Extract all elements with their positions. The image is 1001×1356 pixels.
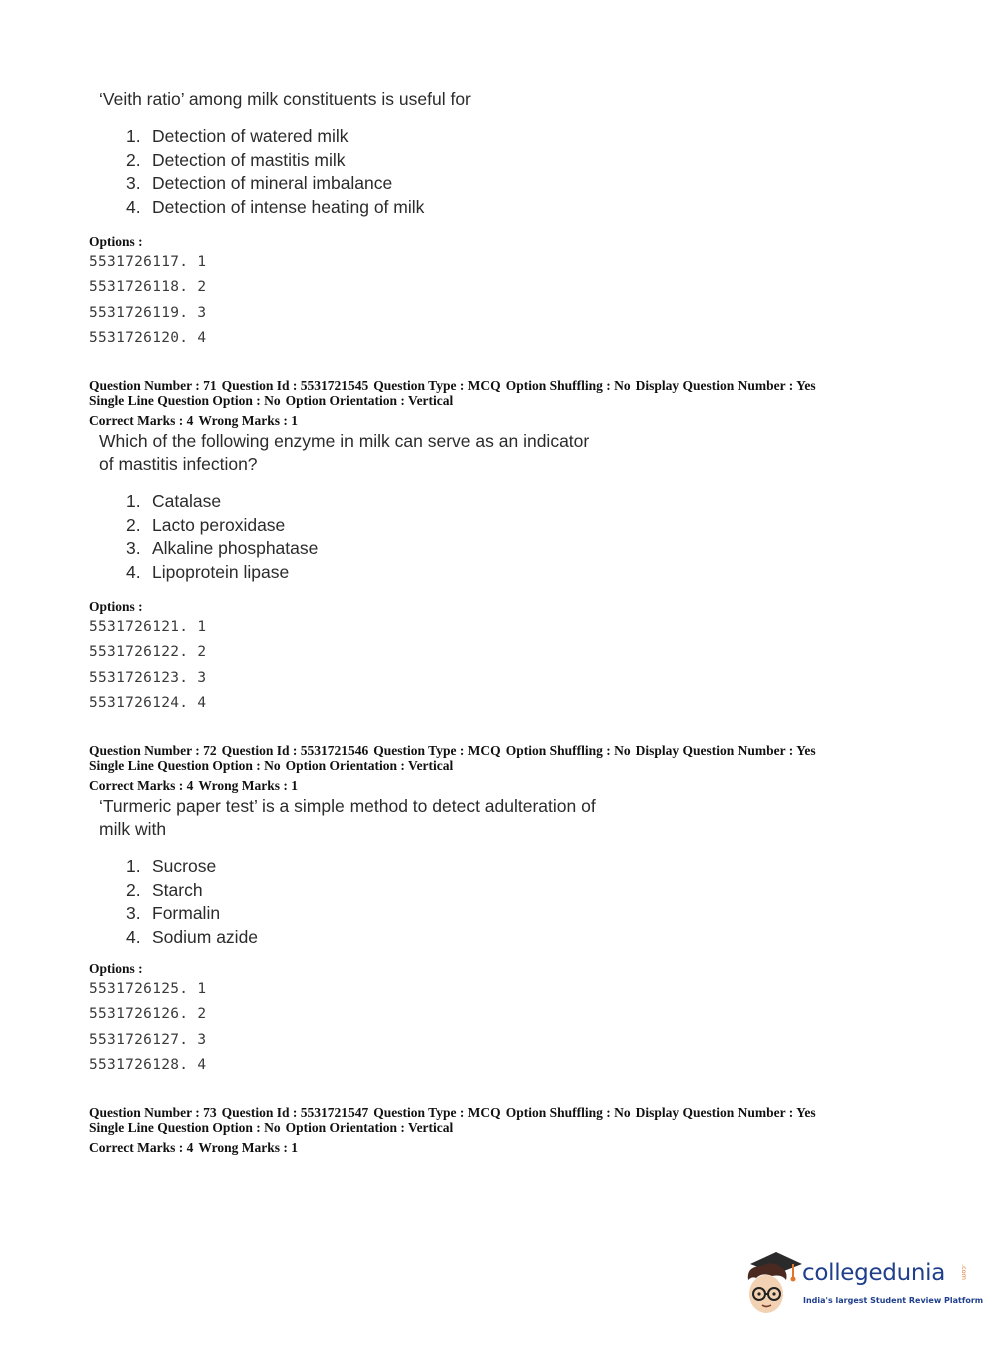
choice-item: 1. Detection of watered milk <box>126 126 349 146</box>
choice-item: 2. Lacto peroxidase <box>126 514 286 535</box>
question-72-options <box>89 977 206 1078</box>
question-72-choices <box>126 855 258 949</box>
options-heading: Options : <box>89 961 143 976</box>
option-id: 5531726125. 1 <box>89 981 207 997</box>
option-id: 5531726121. 1 <box>89 619 207 635</box>
collegedunia-logo <box>742 1250 984 1322</box>
question-71-text: Which of the following enzyme in milk can serve as an indicator of mastitis infection? <box>99 431 590 474</box>
choice-item: 1. Sucrose <box>126 856 217 876</box>
options-heading: Options : <box>89 599 143 614</box>
question-73-marks: Correct Marks : 4 Wrong Marks : 1 <box>89 1140 298 1155</box>
question-72-marks: Correct Marks : 4 Wrong Marks : 1 <box>89 778 298 793</box>
option-id: 5531726117. 1 <box>89 254 207 270</box>
options-heading: Options : <box>89 234 143 249</box>
logo-domain-suffix: .com <box>960 1264 968 1280</box>
option-id: 5531726128. 4 <box>89 1056 207 1073</box>
question-72-meta: Question Number : 72 Question Id : 5531721546 Question Type : MCQ Option Shuffling : No Display Question Number : Yes Single Line Question Option : No Option Orientation : Vertical <box>89 743 816 773</box>
option-id: 5531726120. 4 <box>89 329 207 346</box>
question-70-choices <box>126 125 424 219</box>
choice-item: 2. Detection of mastitis milk <box>126 149 346 170</box>
choice-item: 3. Formalin <box>126 903 221 923</box>
question-71-options <box>89 615 206 716</box>
student-mascot-icon <box>742 1250 804 1322</box>
question-70-text: ‘Veith ratio’ among milk constituents is useful for <box>99 89 471 109</box>
option-id: 5531726124. 4 <box>89 694 207 711</box>
choice-item: 4. Detection of intense heating of milk <box>126 196 425 217</box>
option-id: 5531726126. 2 <box>89 1006 207 1023</box>
option-id: 5531726119. 3 <box>89 304 207 321</box>
option-id: 5531726123. 3 <box>89 669 207 686</box>
question-70-options <box>89 250 206 351</box>
choice-item: 3. Detection of mineral imbalance <box>126 173 393 193</box>
logo-wordmark: collegedunia <box>802 1260 946 1286</box>
logo-tagline: India's largest Student Review Platform <box>803 1296 984 1305</box>
question-72-text: ‘Turmeric paper test’ is a simple method to detect adulteration of milk with <box>99 796 596 839</box>
choice-item: 4. Sodium azide <box>126 926 259 947</box>
question-71-choices <box>126 490 318 584</box>
choice-item: 2. Starch <box>126 879 203 900</box>
question-71-meta: Question Number : 71 Question Id : 5531721545 Question Type : MCQ Option Shuffling : No Display Question Number : Yes Single Line Question Option : No Option Orientation : Vertical <box>89 378 816 408</box>
option-id: 5531726122. 2 <box>89 644 207 661</box>
choice-item: 3. Alkaline phosphatase <box>126 538 319 558</box>
option-id: 5531726127. 3 <box>89 1031 207 1048</box>
option-id: 5531726118. 2 <box>89 279 207 296</box>
question-71-marks: Correct Marks : 4 Wrong Marks : 1 <box>89 413 298 428</box>
choice-item: 1. Catalase <box>126 491 222 511</box>
question-73-meta: Question Number : 73 Question Id : 5531721547 Question Type : MCQ Option Shuffling : No Display Question Number : Yes Single Line Question Option : No Option Orientation : Vertical <box>89 1105 816 1135</box>
choice-item: 4. Lipoprotein lipase <box>126 561 290 582</box>
